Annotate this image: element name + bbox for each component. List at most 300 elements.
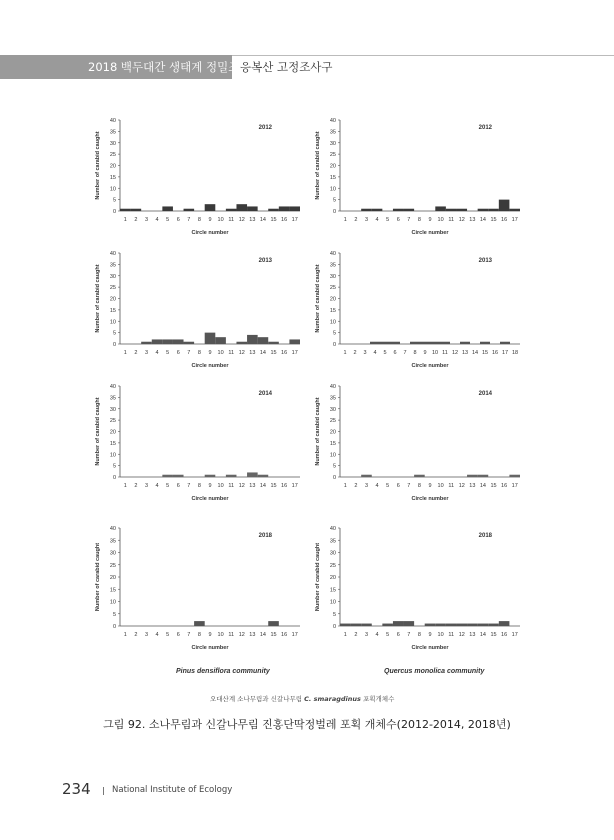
- y-tick-label: 5: [112, 197, 116, 204]
- year-annotation: 2018: [478, 533, 492, 539]
- chart-quercus-2012: [310, 112, 525, 245]
- year-annotation: 2013: [258, 258, 272, 264]
- x-tick-label: 3: [364, 483, 369, 489]
- x-tick-label: 15: [270, 350, 277, 356]
- y-axis-label: Number of carabid caught: [95, 397, 101, 466]
- y-tick-label: 30: [109, 406, 116, 413]
- x-tick-label: 8: [197, 632, 201, 638]
- y-tick-label: 25: [329, 562, 336, 569]
- x-tick-label: 17: [501, 350, 509, 356]
- figure-note-suffix: 포획개체수: [360, 695, 395, 703]
- x-tick-label: 7: [403, 350, 407, 356]
- bar: [456, 624, 467, 626]
- bar: [488, 624, 499, 626]
- bar: [430, 342, 440, 344]
- x-axis-label: Circle number: [411, 230, 449, 236]
- bar: [509, 475, 520, 477]
- x-tick-label: 9: [423, 350, 427, 356]
- y-tick-label: 30: [109, 273, 116, 280]
- y-tick-label: 15: [109, 174, 116, 181]
- x-tick-label: 13: [249, 350, 256, 356]
- x-tick-label: 2: [353, 350, 357, 356]
- bar: [478, 475, 489, 477]
- y-tick-label: 0: [332, 342, 336, 348]
- y-tick-label: 20: [329, 575, 336, 581]
- x-tick-label: 2: [354, 217, 358, 223]
- x-tick-label: 1: [123, 217, 127, 223]
- bar: [268, 342, 279, 344]
- x-tick-label: 2: [134, 483, 138, 489]
- y-tick-label: 15: [329, 307, 336, 314]
- figure-caption: 그림 92. 소나무림과 신갈나무림 진홍단딱정벌레 포획 개체수(2012-2014, 2018년): [103, 718, 511, 731]
- x-tick-label: 11: [228, 350, 235, 356]
- bar: [370, 342, 380, 344]
- chart-pinus-2013: [90, 245, 305, 378]
- x-tick-label: 7: [187, 483, 191, 489]
- x-axis-label: Circle number: [191, 230, 229, 236]
- y-tick-label: 40: [109, 526, 116, 532]
- bar: [247, 472, 258, 477]
- x-tick-label: 15: [270, 483, 277, 489]
- y-axis-label: Number of carabid caught: [95, 542, 101, 612]
- x-tick-label: 15: [270, 632, 277, 638]
- x-tick-label: 8: [417, 217, 421, 223]
- x-tick-label: 16: [281, 483, 288, 489]
- year-annotation: 2012: [258, 125, 272, 131]
- bar: [205, 475, 216, 477]
- y-tick-label: 30: [109, 550, 116, 557]
- footer-organization: National Institute of Ecology: [112, 785, 233, 795]
- y-tick-label: 30: [329, 140, 336, 147]
- bar: [404, 621, 415, 626]
- x-tick-label: 3: [144, 350, 149, 356]
- bar: [236, 342, 247, 344]
- x-tick-label: 16: [281, 217, 288, 223]
- x-axis-label: Circle number: [191, 363, 229, 369]
- x-tick-label: 6: [396, 632, 400, 638]
- x-tick-label: 12: [458, 483, 465, 489]
- y-tick-label: 35: [109, 538, 116, 545]
- y-tick-label: 20: [109, 163, 116, 170]
- bar: [478, 624, 489, 626]
- bar: [393, 621, 404, 626]
- chart-svg: [310, 112, 525, 245]
- y-tick-label: 10: [329, 452, 336, 459]
- x-tick-label: 7: [407, 217, 411, 223]
- y-tick-label: 25: [329, 418, 336, 425]
- y-tick-label: 0: [112, 209, 116, 215]
- x-axis-label: Circle number: [191, 645, 229, 651]
- header-report-title: 2018 백두대간 생태계 정밀조사: [88, 60, 251, 74]
- bar: [440, 342, 450, 344]
- figure-note-prefix: 오대산계 소나무림과 신갈나무림: [210, 695, 305, 703]
- x-tick-label: 16: [501, 483, 508, 489]
- x-tick-label: 14: [479, 217, 487, 223]
- header-section-title: 응복산 고정조사구: [240, 60, 333, 74]
- x-tick-label: 7: [187, 217, 191, 223]
- x-tick-label: 14: [479, 483, 487, 489]
- x-tick-label: 16: [281, 632, 288, 638]
- bar: [215, 337, 226, 344]
- x-tick-label: 10: [217, 217, 224, 223]
- bar: [435, 624, 446, 626]
- y-axis-label: Number of carabid caught: [95, 131, 101, 200]
- x-tick-label: 14: [259, 350, 267, 356]
- x-tick-label: 5: [386, 632, 390, 638]
- chart-svg: [90, 378, 305, 511]
- y-tick-label: 20: [109, 429, 116, 436]
- bar: [194, 621, 205, 626]
- y-tick-label: 10: [329, 599, 336, 606]
- x-tick-label: 5: [166, 632, 170, 638]
- y-tick-label: 5: [112, 330, 116, 337]
- x-tick-label: 8: [417, 483, 421, 489]
- bar: [467, 475, 478, 477]
- y-tick-label: 0: [332, 475, 336, 481]
- y-tick-label: 5: [332, 330, 336, 337]
- x-tick-label: 8: [197, 483, 201, 489]
- y-axis-label: Number of carabid caught: [315, 397, 321, 466]
- bar: [120, 209, 131, 211]
- y-tick-label: 20: [329, 429, 336, 436]
- x-tick-label: 3: [144, 483, 149, 489]
- y-tick-label: 25: [329, 285, 336, 292]
- chart-svg: [90, 520, 305, 660]
- x-tick-label: 5: [166, 483, 170, 489]
- bar: [162, 339, 173, 344]
- page-number: 234: [62, 780, 91, 798]
- y-tick-label: 35: [329, 129, 336, 136]
- x-tick-label: 14: [259, 217, 267, 223]
- bar: [361, 475, 372, 477]
- x-tick-label: 4: [375, 632, 379, 638]
- bar: [460, 342, 470, 344]
- y-tick-label: 35: [109, 395, 116, 402]
- x-tick-label: 13: [461, 350, 469, 356]
- y-tick-label: 10: [329, 319, 336, 326]
- x-tick-label: 11: [228, 217, 235, 223]
- chart-quercus-2013: [310, 245, 525, 378]
- chart-svg: [310, 378, 525, 511]
- x-tick-label: 2: [134, 350, 138, 356]
- x-tick-label: 17: [511, 632, 518, 638]
- x-tick-label: 3: [364, 632, 369, 638]
- chart-svg: [310, 520, 525, 660]
- x-tick-label: 11: [448, 632, 455, 638]
- y-tick-label: 40: [109, 118, 116, 124]
- x-tick-label: 3: [144, 217, 149, 223]
- x-tick-label: 10: [217, 632, 224, 638]
- x-tick-label: 8: [417, 632, 421, 638]
- y-tick-label: 20: [109, 296, 116, 303]
- bar: [152, 339, 163, 344]
- x-tick-label: 4: [155, 350, 159, 356]
- x-tick-label: 1: [343, 350, 347, 356]
- chart-quercus-2018: [310, 520, 525, 660]
- x-tick-label: 6: [176, 350, 180, 356]
- bar: [380, 342, 390, 344]
- y-tick-label: 30: [109, 140, 116, 147]
- y-tick-label: 20: [109, 575, 116, 581]
- y-tick-label: 25: [109, 562, 116, 569]
- bar: [226, 209, 237, 211]
- x-tick-label: 14: [259, 483, 267, 489]
- bar: [390, 342, 400, 344]
- x-tick-label: 2: [134, 217, 138, 223]
- x-tick-label: 14: [259, 632, 267, 638]
- x-tick-label: 12: [451, 350, 459, 356]
- bar: [247, 206, 258, 211]
- footer-separator: [103, 787, 104, 795]
- community-label-pinus: Pinus densiflora community: [176, 668, 270, 675]
- y-tick-label: 0: [112, 475, 116, 481]
- x-tick-label: 6: [396, 217, 400, 223]
- bar: [425, 624, 436, 626]
- x-tick-label: 9: [428, 483, 432, 489]
- x-tick-label: 12: [238, 632, 245, 638]
- bar: [435, 206, 446, 211]
- x-tick-label: 10: [217, 350, 224, 356]
- y-tick-label: 40: [329, 251, 336, 257]
- y-tick-label: 35: [109, 129, 116, 136]
- y-tick-label: 40: [329, 526, 336, 532]
- x-tick-label: 2: [134, 632, 138, 638]
- x-tick-label: 7: [407, 483, 411, 489]
- y-tick-label: 15: [109, 440, 116, 447]
- x-tick-label: 8: [413, 350, 417, 356]
- x-tick-label: 13: [469, 483, 476, 489]
- x-tick-label: 14: [471, 350, 479, 356]
- x-tick-label: 4: [375, 217, 379, 223]
- y-tick-label: 30: [329, 550, 336, 557]
- bar: [372, 209, 383, 211]
- x-tick-label: 15: [490, 632, 497, 638]
- y-tick-label: 40: [109, 384, 116, 390]
- chart-quercus-2014: [310, 378, 525, 511]
- y-tick-label: 25: [109, 418, 116, 425]
- chart-svg: [90, 245, 305, 378]
- x-axis-label: Circle number: [411, 363, 449, 369]
- x-tick-label: 10: [437, 217, 444, 223]
- bar: [410, 342, 420, 344]
- year-annotation: 2014: [258, 391, 272, 397]
- bar: [226, 475, 237, 477]
- y-tick-label: 10: [109, 186, 116, 193]
- bar: [351, 624, 362, 626]
- bar: [488, 209, 499, 211]
- y-tick-label: 20: [329, 163, 336, 170]
- bar: [500, 342, 510, 344]
- bar: [404, 209, 415, 211]
- x-tick-label: 5: [386, 217, 390, 223]
- chart-svg: [310, 245, 525, 378]
- bar: [361, 209, 372, 211]
- x-tick-label: 1: [123, 483, 127, 489]
- x-tick-label: 2: [354, 483, 358, 489]
- x-tick-label: 16: [501, 632, 508, 638]
- y-tick-label: 10: [109, 452, 116, 459]
- bar: [236, 204, 247, 211]
- bar: [131, 209, 142, 211]
- y-tick-label: 35: [329, 262, 336, 269]
- year-annotation: 2018: [258, 533, 272, 539]
- x-tick-label: 15: [490, 217, 497, 223]
- bar: [414, 475, 425, 477]
- x-tick-label: 11: [448, 483, 455, 489]
- y-tick-label: 10: [109, 599, 116, 606]
- x-tick-label: 1: [343, 632, 347, 638]
- y-tick-label: 5: [332, 463, 336, 470]
- x-tick-label: 11: [228, 632, 235, 638]
- x-tick-label: 8: [197, 217, 201, 223]
- y-tick-label: 25: [329, 152, 336, 159]
- bar: [205, 333, 216, 344]
- x-tick-label: 16: [281, 350, 288, 356]
- x-tick-label: 6: [176, 483, 180, 489]
- x-tick-label: 16: [491, 350, 499, 356]
- x-tick-label: 1: [123, 632, 127, 638]
- x-tick-label: 1: [343, 217, 347, 223]
- bar: [162, 475, 173, 477]
- running-header: [0, 55, 614, 79]
- x-tick-label: 7: [187, 350, 191, 356]
- y-tick-label: 0: [332, 624, 336, 630]
- bar: [268, 621, 279, 626]
- bar: [289, 206, 300, 211]
- community-label-quercus: Quercus monolica community: [384, 668, 485, 675]
- x-tick-label: 17: [511, 483, 518, 489]
- x-tick-label: 15: [270, 217, 277, 223]
- x-tick-label: 17: [291, 350, 298, 356]
- x-tick-label: 13: [249, 632, 256, 638]
- bar: [289, 339, 300, 344]
- y-tick-label: 30: [329, 273, 336, 280]
- bar: [340, 624, 351, 626]
- x-tick-label: 14: [479, 632, 487, 638]
- x-tick-label: 11: [448, 217, 455, 223]
- x-tick-label: 8: [197, 350, 201, 356]
- y-axis-label: Number of carabid caught: [315, 542, 321, 612]
- x-tick-label: 17: [291, 217, 298, 223]
- x-tick-label: 13: [249, 217, 256, 223]
- x-tick-label: 9: [428, 632, 432, 638]
- x-tick-label: 3: [144, 632, 149, 638]
- figure-note-species: C. smaragdinus: [304, 695, 361, 703]
- x-axis-label: Circle number: [191, 496, 229, 502]
- x-tick-label: 17: [291, 632, 298, 638]
- bar: [509, 209, 520, 211]
- x-tick-label: 9: [208, 483, 212, 489]
- x-tick-label: 2: [354, 632, 358, 638]
- y-axis-label: Number of carabid caught: [315, 131, 321, 200]
- x-tick-label: 1: [343, 483, 347, 489]
- x-axis-label: Circle number: [411, 645, 449, 651]
- chart-pinus-2018: [90, 520, 305, 660]
- bar: [420, 342, 430, 344]
- y-tick-label: 40: [329, 118, 336, 124]
- bar: [258, 337, 269, 344]
- x-tick-label: 16: [501, 217, 508, 223]
- bar: [478, 209, 489, 211]
- figure-note: [210, 694, 394, 703]
- x-tick-label: 9: [208, 632, 212, 638]
- x-tick-label: 4: [155, 483, 159, 489]
- x-axis-label: Circle number: [411, 496, 449, 502]
- x-tick-label: 12: [458, 217, 465, 223]
- y-tick-label: 0: [112, 342, 116, 348]
- y-tick-label: 10: [329, 186, 336, 193]
- bar: [184, 342, 195, 344]
- bar: [258, 475, 269, 477]
- bar: [393, 209, 404, 211]
- x-tick-label: 7: [187, 632, 191, 638]
- x-tick-label: 13: [469, 632, 476, 638]
- chart-svg: [90, 112, 305, 245]
- x-tick-label: 10: [437, 483, 444, 489]
- x-tick-label: 6: [176, 217, 180, 223]
- x-tick-label: 4: [155, 217, 159, 223]
- x-tick-label: 12: [238, 217, 245, 223]
- bar: [162, 206, 173, 211]
- y-tick-label: 30: [329, 406, 336, 413]
- x-tick-label: 15: [481, 350, 489, 356]
- x-tick-label: 6: [396, 483, 400, 489]
- y-tick-label: 15: [109, 587, 116, 594]
- x-tick-label: 10: [431, 350, 439, 356]
- bar: [173, 339, 184, 344]
- y-tick-label: 0: [332, 209, 336, 215]
- chart-pinus-2014: [90, 378, 305, 511]
- x-tick-label: 5: [166, 350, 170, 356]
- x-tick-label: 9: [208, 217, 212, 223]
- y-tick-label: 40: [109, 251, 116, 257]
- x-tick-label: 5: [386, 483, 390, 489]
- y-tick-label: 5: [332, 611, 336, 618]
- x-tick-label: 11: [442, 350, 448, 356]
- x-tick-label: 9: [428, 217, 432, 223]
- bar: [499, 621, 510, 626]
- bar: [467, 624, 478, 626]
- bar: [268, 209, 279, 211]
- chart-pinus-2012: [90, 112, 305, 245]
- y-tick-label: 15: [329, 440, 336, 447]
- x-tick-label: 15: [490, 483, 497, 489]
- x-tick-label: 12: [238, 483, 245, 489]
- x-tick-label: 13: [249, 483, 256, 489]
- bar: [184, 209, 195, 211]
- year-annotation: 2013: [478, 258, 492, 264]
- bar: [446, 624, 457, 626]
- year-annotation: 2014: [478, 391, 492, 397]
- bar: [279, 206, 290, 211]
- bar: [499, 200, 510, 211]
- y-tick-label: 15: [329, 587, 336, 594]
- x-tick-label: 10: [437, 632, 444, 638]
- y-tick-label: 25: [109, 285, 116, 292]
- y-axis-label: Number of carabid caught: [315, 264, 321, 333]
- y-tick-label: 15: [109, 307, 116, 314]
- x-tick-label: 13: [469, 217, 476, 223]
- x-tick-label: 18: [511, 350, 519, 356]
- y-tick-label: 40: [329, 384, 336, 390]
- bar: [480, 342, 490, 344]
- bar: [361, 624, 372, 626]
- bar: [382, 624, 393, 626]
- y-tick-label: 5: [332, 197, 336, 204]
- bar: [456, 209, 467, 211]
- x-tick-label: 6: [176, 632, 180, 638]
- x-tick-label: 17: [511, 217, 518, 223]
